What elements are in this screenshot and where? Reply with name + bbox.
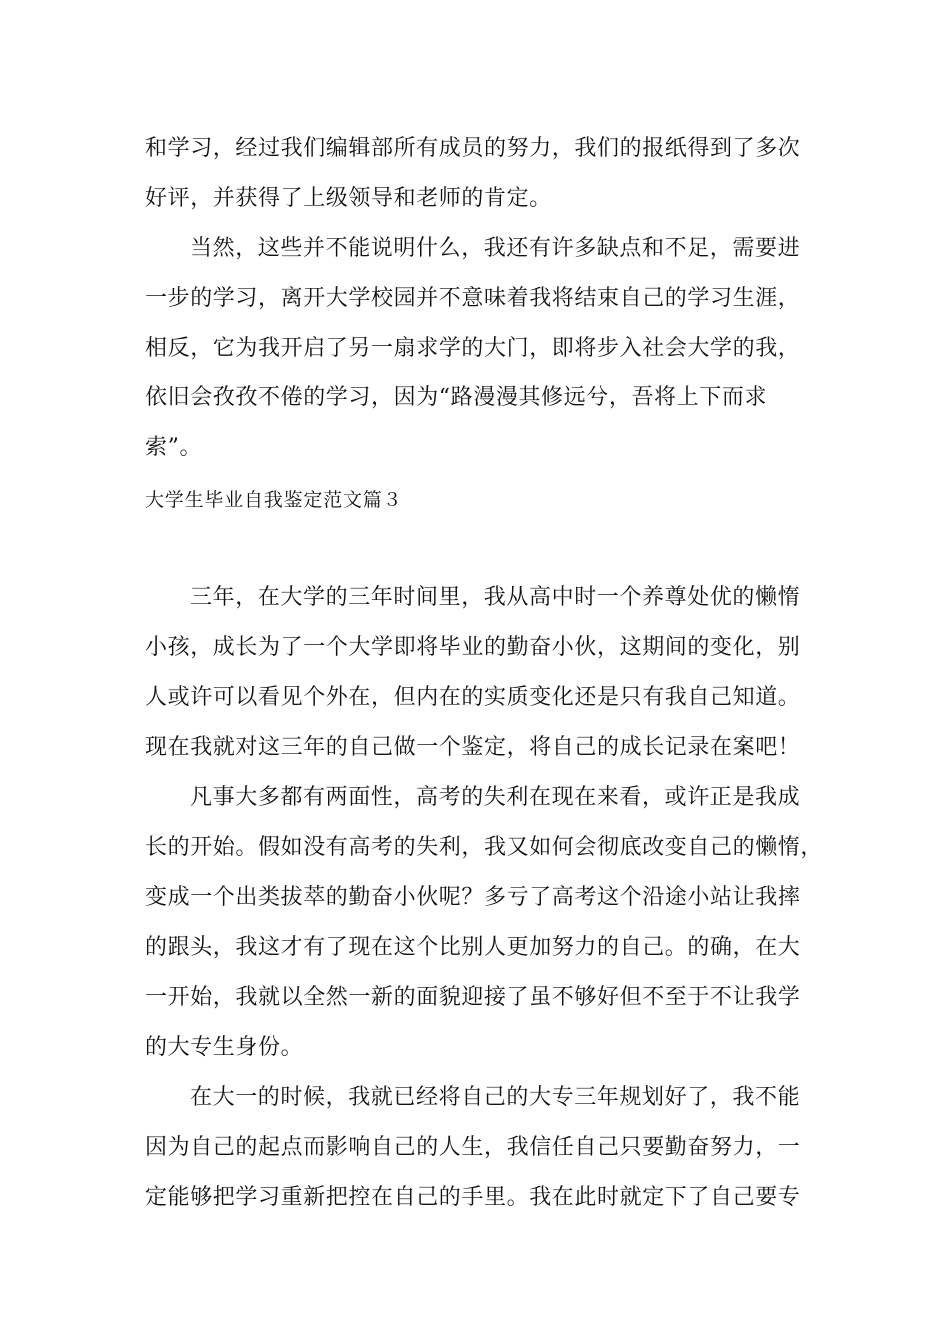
paragraph-line: 和学习，经过我们编辑部所有成员的努力，我们的报纸得到了多次	[145, 136, 801, 161]
paragraph-line: 的跟头，我这才有了现在这个比别人更加努力的自己。的确，在大	[145, 935, 801, 960]
paragraph-line: 在大一的时候，我就已经将自己的大专三年规划好了，我不能	[190, 1085, 801, 1110]
paragraph-line: 人或许可以看见个外在，但内在的实质变化还是只有我自己知道。	[145, 685, 801, 710]
paragraph-line: 小孩，成长为了一个大学即将毕业的勤奋小伙，这期间的变化，别	[145, 635, 801, 660]
paragraph-line: 定能够把学习重新把控在自己的手里。我在此时就定下了自己要专	[145, 1185, 801, 1210]
paragraph-line: 相反，它为我开启了另一扇求学的大门，即将步入社会大学的我，	[145, 336, 801, 361]
paragraph-line: 的大专生身份。	[145, 1035, 304, 1060]
paragraph-line: 现在我就对这三年的自己做一个鉴定，将自己的成长记录在案吧！	[145, 735, 801, 760]
paragraph-line: 好评，并获得了上级领导和老师的肯定。	[145, 186, 552, 211]
paragraph-line: 因为自己的起点而影响自己的人生，我信任自己只要勤奋努力，一	[145, 1135, 801, 1160]
paragraph-line: 一开始，我就以全然一新的面貌迎接了虽不够好但不至于不让我学	[145, 985, 801, 1010]
paragraph-line: 长的开始。假如没有高考的失利，我又如何会彻底改变自己的懒惰，	[145, 835, 824, 860]
paragraph-line: 依旧会孜孜不倦的学习，因为“路漫漫其修远兮，吾将上下而求	[145, 385, 768, 410]
paragraph-line: 三年，在大学的三年时间里，我从高中时一个养尊处优的懒惰	[190, 585, 801, 610]
paragraph-line: 当然，这些并不能说明什么，我还有许多缺点和不足，需要进	[190, 236, 801, 261]
paragraph-line: 索”。	[145, 435, 203, 460]
paragraph-line: 凡事大多都有两面性，高考的失利在现在来看，或许正是我成	[190, 785, 801, 810]
section-heading: 大学生毕业自我鉴定范文篇３	[145, 489, 403, 511]
paragraph-line: 变成一个出类拔萃的勤奋小伙呢？多亏了高考这个沿途小站让我摔	[145, 885, 801, 910]
paragraph-line: 一步的学习，离开大学校园并不意味着我将结束自己的学习生涯，	[145, 286, 801, 311]
